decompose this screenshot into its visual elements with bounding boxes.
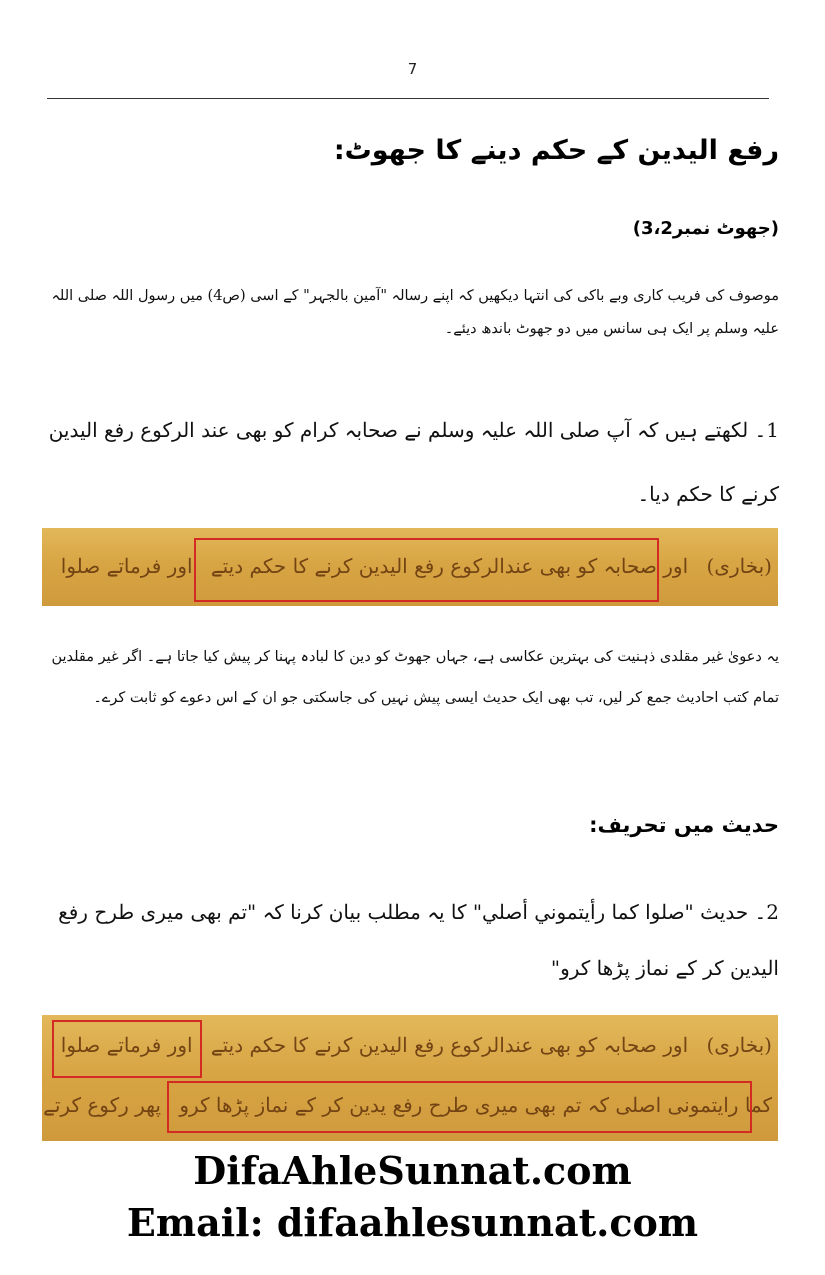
page-number: 7 [407, 60, 418, 78]
intro-paragraph: موصوف کی فریب کاری وبے باکی کی انتہا دیکھیں کہ اپنے رسالہ "آمین بالجہر" کے اسی (ص4) میں رسول اللہ صلی اللہ علیہ وسلم پر ایک ہی سانس میں دو جھوٹ باندھ دیئے۔ [51, 288, 779, 337]
manuscript-citation: (بخاری) [706, 1033, 772, 1057]
manuscript-highlighted-text: کما رایتمونی اصلی کہ تم بھی میری طرح رفع یدین کر کے نماز پڑھا کرو [179, 1093, 772, 1117]
claim-two-paragraph: 2۔ حدیث "صلوا كما رأيتموني أصلي" کا یہ مطلب بیان کرنا کہ "تم بھی میری طرح رفع الیدین کر کے نماز پڑھا کرو" [58, 900, 779, 980]
manuscript-scan-2 [42, 1015, 778, 1141]
section-heading: حدیث میں تحریف: [589, 813, 779, 837]
highlight-box [167, 1081, 752, 1133]
manuscript-citation: (بخاری) [706, 554, 772, 578]
manuscript-scan-1 [42, 528, 778, 606]
manuscript-text: پھر رکوع کرتے [43, 1093, 161, 1117]
lie-number-subtitle: (جھوٹ نمبر3،2) [632, 218, 779, 239]
claim-one-paragraph: 1۔ لکھتے ہیں کہ آپ صلی اللہ علیہ وسلم نے صحابہ کرام کو بھی عند الرکوع رفع الیدین کرنے کا حکم دیا۔ [48, 418, 779, 506]
manuscript-highlighted-text: اور صحابہ کو بھی عندالرکوع رفع الیدین کرنے کا حکم دیتے [210, 554, 689, 578]
page-title: رفع الیدین کے حکم دینے کا جھوٹ: [333, 135, 779, 166]
footer-email: Email: difaahlesunnat.com [126, 1200, 699, 1245]
manuscript-text: اور فرماتے صلوا [60, 554, 193, 578]
footer-website: DifaAhleSunnat.com [193, 1148, 632, 1193]
manuscript-highlighted-text: اور فرماتے صلوا [60, 1033, 193, 1057]
manuscript-text: اور صحابہ کو بھی عندالرکوع رفع الیدین کرنے کا حکم دیتے [210, 1033, 689, 1057]
highlight-box [52, 1020, 202, 1078]
header-divider [47, 98, 769, 99]
claim-rebuttal-paragraph: یہ دعویٰ غیر مقلدی ذہنیت کی بہترین عکاسی ہے، جہاں جھوٹ کو دین کا لبادہ پہنا کر پیش کیا جاتا ہے۔ اگر غیر مقلدین تمام کتب احادیث جمع کر لیں، تب بھی ایک حدیث ایسی پیش نہیں کی جاسکتی جو ان کے اس دعوے کو ثابت کرے۔ [51, 649, 779, 706]
highlight-box [194, 538, 659, 602]
